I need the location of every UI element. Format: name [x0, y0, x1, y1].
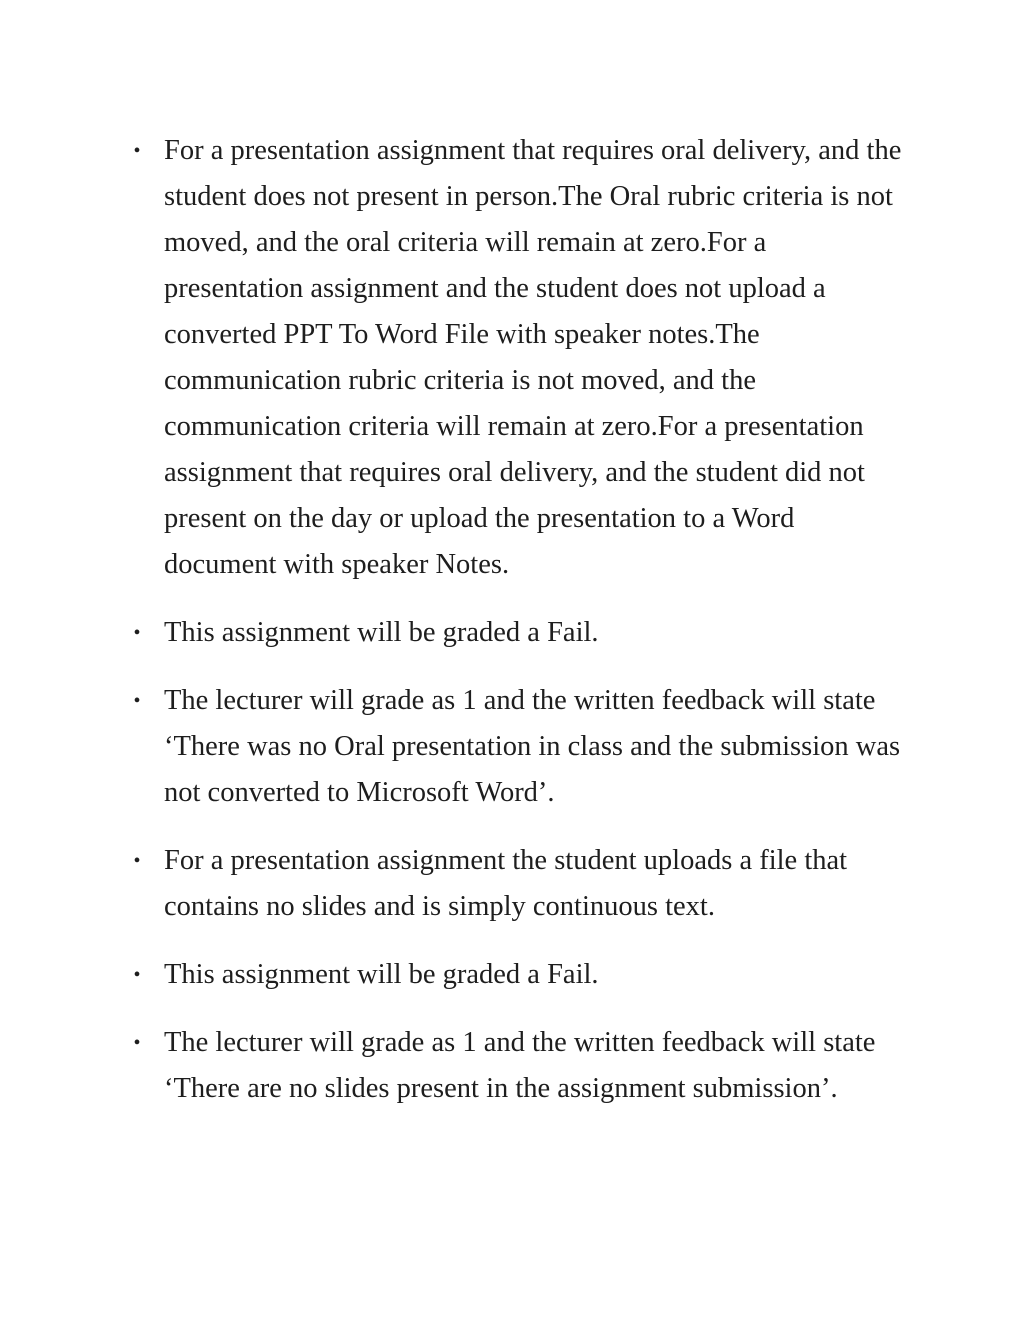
bullet-icon: •	[133, 850, 141, 872]
bullet-icon: •	[133, 964, 141, 986]
list-item	[133, 1020, 904, 1112]
bullet-icon: •	[133, 622, 141, 644]
list-item-text: This assignment will be graded a Fail.	[164, 959, 599, 990]
list-item-text: For a presentation assignment that requires oral delivery, and the student does not present in person.The Oral rubric criteria is not moved, and the oral criteria will remain at zero.For a presentation assignment and the student does not upload a converted PPT To Word File with speaker notes.The communication rubric criteria is not moved, and the communication criteria will remain at zero.For a presentation assignment that requires oral delivery, and the student did not present on the day or upload the presentation to a Word document with speaker Notes.	[164, 135, 902, 580]
list-item-text: For a presentation assignment the student uploads a file that contains no slides and is simply continuous text.	[164, 845, 848, 922]
list-item-text: The lecturer will grade as 1 and the written feedback will state ‘There was no Oral presentation in class and the submission was not converted to Microsoft Word’.	[164, 685, 901, 808]
list-item	[133, 128, 904, 588]
bullet-icon: •	[133, 690, 141, 712]
list-item	[133, 678, 904, 816]
bullet-icon: •	[133, 1032, 141, 1054]
list-item-text: The lecturer will grade as 1 and the written feedback will state ‘There are no slides present in the assignment submission’.	[164, 1027, 876, 1104]
list-item-text: This assignment will be graded a Fail.	[164, 617, 599, 648]
list-item	[133, 610, 904, 656]
list-item	[133, 838, 904, 930]
bullet-icon: •	[133, 140, 141, 162]
bullet-list	[133, 128, 904, 1134]
list-item	[133, 952, 904, 998]
